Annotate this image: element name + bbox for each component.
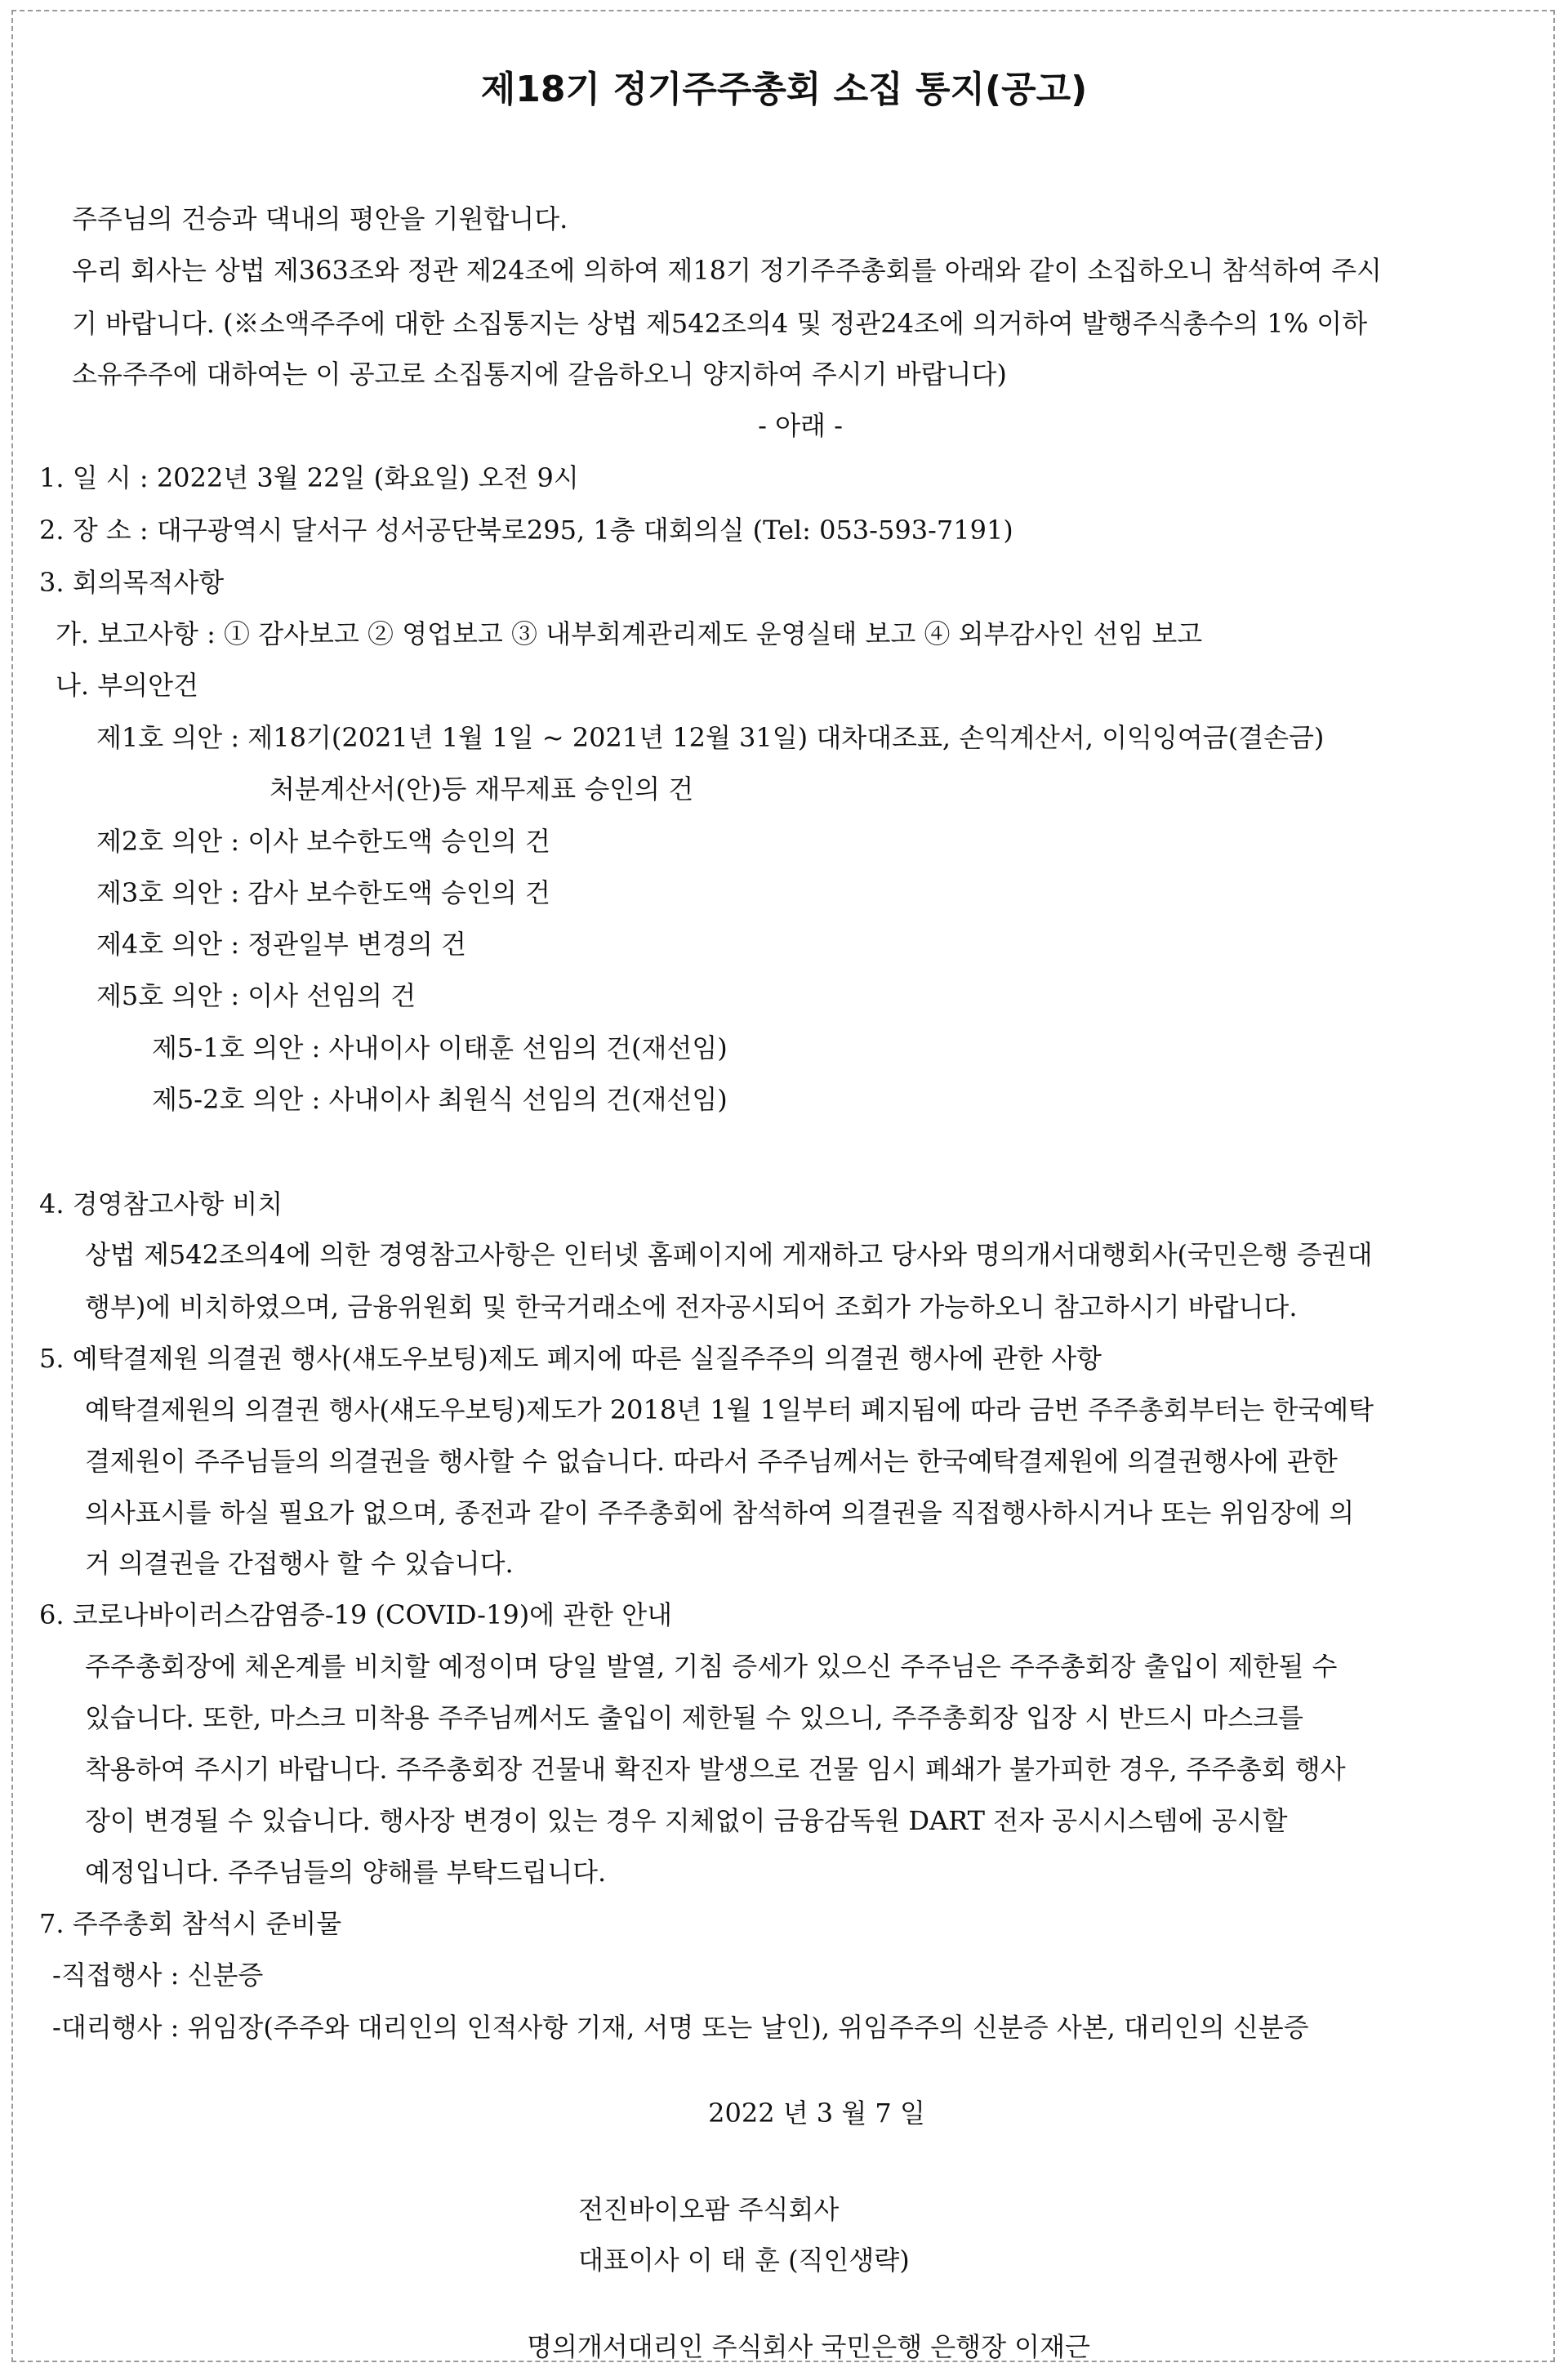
management-reference-line-1: 상법 제542조의4에 의한 경영참고사항은 인터넷 홈페이지에 게재하고 당사와 명의개서대행회사(국민은행 증권대 [85,1239,1373,1270]
agenda-subheading: 나. 부의안건 [56,670,198,701]
proxy-exercise-item: -대리행사 : 위임장(주주와 대리인의 인적사항 기재, 서명 또는 날인), 위임주주의 신분증 사본, 대리인의 신분증 [52,2012,1309,2043]
shadow-voting-line-2: 결제원이 주주님들의 의결권을 행사할 수 없습니다. 따라서 주주님께서는 한국예탁결제원에 의결권행사에 관한 [85,1446,1338,1477]
agenda-item-2: 제2호 의안 : 이사 보수한도액 승인의 건 [96,826,550,857]
shadow-voting-line-4: 거 의결권을 간접행사 할 수 있습니다. [85,1548,514,1579]
direct-exercise-item: -직접행사 : 신분증 [52,1960,264,1991]
covid-line-1: 주주총회장에 체온계를 비치할 예정이며 당일 발열, 기침 증세가 있으신 주주님은 주주총회장 출입이 제한될 수 [85,1651,1338,1682]
covid-line-2: 있습니다. 또한, 마스크 미착용 주주님께서도 출입이 제한될 수 있으니, 주주총회장 입장 시 반드시 마스크를 [85,1702,1303,1733]
covid-line-4: 장이 변경될 수 있습니다. 행사장 변경이 있는 경우 지체없이 금융감독원 DART 전자 공시시스템에 공시할 [85,1805,1288,1836]
notice-date: 2022 년 3 월 7 일 [708,2098,925,2129]
registrar-agent: 명의개서대리인 주식회사 국민은행 은행장 이재근 [527,2331,1090,2362]
report-items: 가. 보고사항 : ① 감사보고 ② 영업보고 ③ 내부회계관리제도 운영실태 보고 ④ 외부감사인 선임 보고 [56,618,1203,649]
shadow-voting-line-3: 의사표시를 하실 필요가 없으며, 종전과 같이 주주총회에 참석하여 의결권을 직접행사하시거나 또는 위임장에 의 [85,1497,1355,1528]
intro-line-2: 기 바랍니다. (※소액주주에 대한 소집통지는 상법 제542조의4 및 정관24조에 의거하여 발행주식총수의 1% 이하 [72,308,1368,339]
covid-line-3: 착용하여 주시기 바랍니다. 주주총회장 건물내 확진자 발생으로 건물 임시 폐쇄가 불가피한 경우, 주주총회 행사 [85,1754,1346,1785]
management-reference-heading: 4. 경영참고사항 비치 [39,1188,283,1219]
intro-line-3: 소유주주에 대하여는 이 공고로 소집통지에 갈음하오니 양지하여 주시기 바랍니다) [72,359,1007,390]
notice-title: 제18기 정기주주총회 소집 통지(공고) [480,69,1088,110]
agenda-item-5: 제5호 의안 : 이사 선임의 건 [96,980,416,1011]
shadow-voting-heading: 5. 예탁결제원 의결권 행사(섀도우보팅)제도 폐지에 따른 실질주주의 의결권 행사에 관한 사항 [39,1343,1102,1374]
agenda-item-5-1: 제5-1호 의안 : 사내이사 이태훈 선임의 건(재선임) [152,1032,728,1063]
preparation-heading: 7. 주주총회 참석시 준비물 [39,1908,342,1939]
ceo-signature: 대표이사 이 태 훈 (직인생략) [578,2245,910,2276]
agenda-section-heading: 3. 회의목적사항 [39,567,225,598]
management-reference-line-2: 행부)에 비치하였으며, 금융위원회 및 한국거래소에 전자공시되어 조회가 가능하오니 참고하시기 바랍니다. [85,1291,1298,1322]
below-marker: - 아래 - [758,410,843,441]
covid-heading: 6. 코로나바이러스감염증-19 (COVID-19)에 관한 안내 [39,1599,673,1630]
location-line: 2. 장 소 : 대구광역시 달서구 성서공단북로295, 1층 대회의실 (Tel: 053-593-7191) [39,515,1013,546]
greeting-line: 주주님의 건승과 댁내의 평안을 기원합니다. [72,203,568,234]
intro-line-1: 우리 회사는 상법 제363조와 정관 제24조에 의하여 제18기 정기주주총회를 아래와 같이 소집하오니 참석하여 주시 [72,255,1382,286]
agenda-item-1: 제1호 의안 : 제18기(2021년 1월 1일 ~ 2021년 12월 31일) 대차대조표, 손익계산서, 이익잉여금(결손금) [96,722,1325,753]
date-time-line: 1. 일 시 : 2022년 3월 22일 (화요일) 오전 9시 [39,462,579,493]
shadow-voting-line-1: 예탁결제원의 의결권 행사(섀도우보팅)제도가 2018년 1월 1일부터 폐지됨에 따라 금번 주주총회부터는 한국예탁 [85,1394,1374,1425]
company-name: 전진바이오팜 주식회사 [578,2194,840,2225]
agenda-item-3: 제3호 의안 : 감사 보수한도액 승인의 건 [96,877,550,908]
agenda-item-5-2: 제5-2호 의안 : 사내이사 최원식 선임의 건(재선임) [152,1084,728,1115]
agenda-item-4: 제4호 의안 : 정관일부 변경의 건 [96,929,466,960]
agenda-item-1-cont: 처분계산서(안)등 재무제표 승인의 건 [270,774,694,805]
covid-line-5: 예정입니다. 주주님들의 양해를 부탁드립니다. [85,1857,607,1888]
